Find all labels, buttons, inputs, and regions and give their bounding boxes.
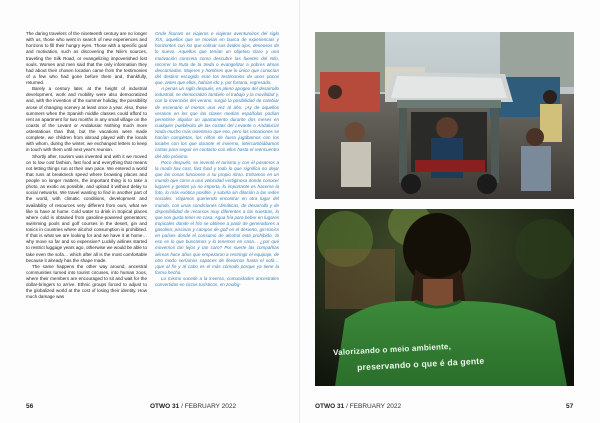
english-paragraph-2: Barely a century later, at the height of industrial development, work and mobility were also democratized and, with the invention of the summer holiday, the possibility arose of changing scenery at least once a year. Also, those summers when the Spanish middle classes could afford to rent an apartment for two months in any small village on the coasts of the Levant or Andalusia! Nothing much more ostentatious than that, but the vacations were made complete, we children from abroad played with the locals with whom, during the winter, we exchanged letters to keep in touch with them until next year's reunion. bbox=[26, 86, 147, 153]
english-paragraph-1: The daring travelers of the nineteenth century are no longer with us, those who went in search of new experiences and horizons to fill their hungry eyes. Those with a specific goal and motivation, such as discovering the Nile's sources, traveling the Silk Road, or evangelizing impoverished lost souls. Women and men said that the only information they had about their chosen location came from the testimonies of a few who had gone before them and, thankfully, returned. bbox=[26, 31, 147, 85]
right-page-number: 57 bbox=[566, 403, 574, 410]
english-paragraph-3: Shortly after, tourism was invented and with it we moved on to low cost fashion, fast food and everything that means not letting things run at their own pace. We entered a world that runs at breakneck speed where browsing places and people no longer matters, the important thing is to take a photo, as exotic as possible, and upload it without delay to social networks. We travel wanting to find in another part of the world, with climatic conditions, development and availability of resources very different from ours, what we like to have at home. Cold water to drink in tropical places where cold is obtained from gasoline-powered generators; swimming pools and golf courses in the desert, gin and tonics in countries where alcohol consumption is prohibited. If that is what we are looking for and we have it at home… why move so far and so expensive? Luckily airlines started to restrict luggage years ago, otherwise we would be able to take even the sofa… which after all is the most comfortable because it already has the shape made. bbox=[26, 153, 147, 263]
left-footer-date: FEBRUARY 2022 bbox=[184, 403, 237, 410]
portuguese-paragraph-3: Poco después, se inventó el turismo y con él pasamos a la moda low cost, fast food y todo lo que significa no dejar que las cosas funcionen a su propio ritmo. Entramos en un mundo que corre a una velocidad vertiginosa donde conocer lugares y gentes ya no importa, lo importante es hacerse la foto, lo más exótica posible, y subirla sin dilación a las redes sociales. Viajamos queriendo encontrar en otra lugar del mundo, con unas condiciones climáticas, de desarrollo y de disponibilidad de recursos muy diferentes a las nuestras, lo que nos gusta tener en casa. Agua fría para beber en lugares tropicales donde el frío se obtiene a partir de generadores a gasolina; piscinas y campos de golf en el desierto, gin-tonics en países donde el consumo de alcohol está prohibido. Si eso es lo que buscamos y lo tenemos en casa… ¿por qué movernos tan lejos y tan caro? Por suerte las compañías aéreas hace años que empezaron a restringir el equipaje, de otro modo seríamos capaces de llevarnos hasta el sofá… ¡que al fin y al cabo es el más cómodo porque ya tiene la forma hecha. bbox=[155, 159, 279, 275]
left-page-number: 56 bbox=[26, 403, 34, 410]
english-column bbox=[26, 31, 147, 404]
left-footer-magazine: OTWO 31 bbox=[150, 403, 180, 410]
green-shirt-photo bbox=[315, 209, 574, 386]
portuguese-paragraph-2: A penas un siglo después, en pleno apogeo del desarrollo industrial, se democratizó también el trabajo y la movilidad y, con la invención del verano, surgió la posibilidad de cambiar de escenario al menos una vez al año. ¡Ay de aquellos veranos en los que las clases medias españolas podían permitirse alquilar un apartamento durante dos meses en cualquier pueblecito de las costas del Levante o Andalucía! Nada mucho más ostentoso que eso, pero las vacaciones se hacían completas, los niños de fuera jugábamos con los locales con los que durante el invierno, intercambiábamos cartas para seguir en contacto con ellos hasta el reencuentro del año próximo. bbox=[155, 86, 279, 159]
left-footer: OTWO 31 / FEBRUARY 2022 bbox=[150, 403, 237, 410]
english-paragraph-4: The same happens the other way around, ancestral communities turned into tourist circuses, into human zoos, where their members are encouraged to sit and wait for the dollar-bringers to arrive. Ethnic groups forced to adjust to the globalized world at the cost of losing their identity. How much damage was bbox=[26, 263, 147, 300]
right-footer-date: FEBRUARY 2022 bbox=[349, 403, 402, 410]
shirt-text-line-2: preservando o que é da gente bbox=[356, 355, 485, 373]
portuguese-paragraph-4: Lo mismo sucede a la inversa, comunidades ancestrales convertidas en circos turísticos, en zoológ- bbox=[155, 276, 279, 288]
portuguese-column bbox=[155, 31, 279, 404]
street-traffic-photo bbox=[315, 32, 574, 199]
right-footer: OTWO 31 / FEBRUARY 2022 bbox=[315, 403, 402, 410]
portuguese-paragraph-1: Onde ficaram os viajeros e viajeras aventureiros del siglo XIX, aquellos que se movían en busca de experiencias y horizontes con los que colmar sus ávidos ojos, deseosos de lo nuevo. Aquellos que tenían un objetivo claro y una motivación concreta como descubrir las fuentes del Nilo, recorrer la Ruta de la Seda o evangelizar a pobres almas descarriadas. Mujeres y hombres que lo único que conocían del destino escogido eran los testimonios de unos pocos que, antes que ellos, habían ido y, por fortuna, regresado. bbox=[155, 31, 279, 85]
shirt-text-line-1: Valorizando o meio ambiente, bbox=[332, 341, 452, 358]
right-footer-magazine: OTWO 31 bbox=[315, 403, 345, 410]
